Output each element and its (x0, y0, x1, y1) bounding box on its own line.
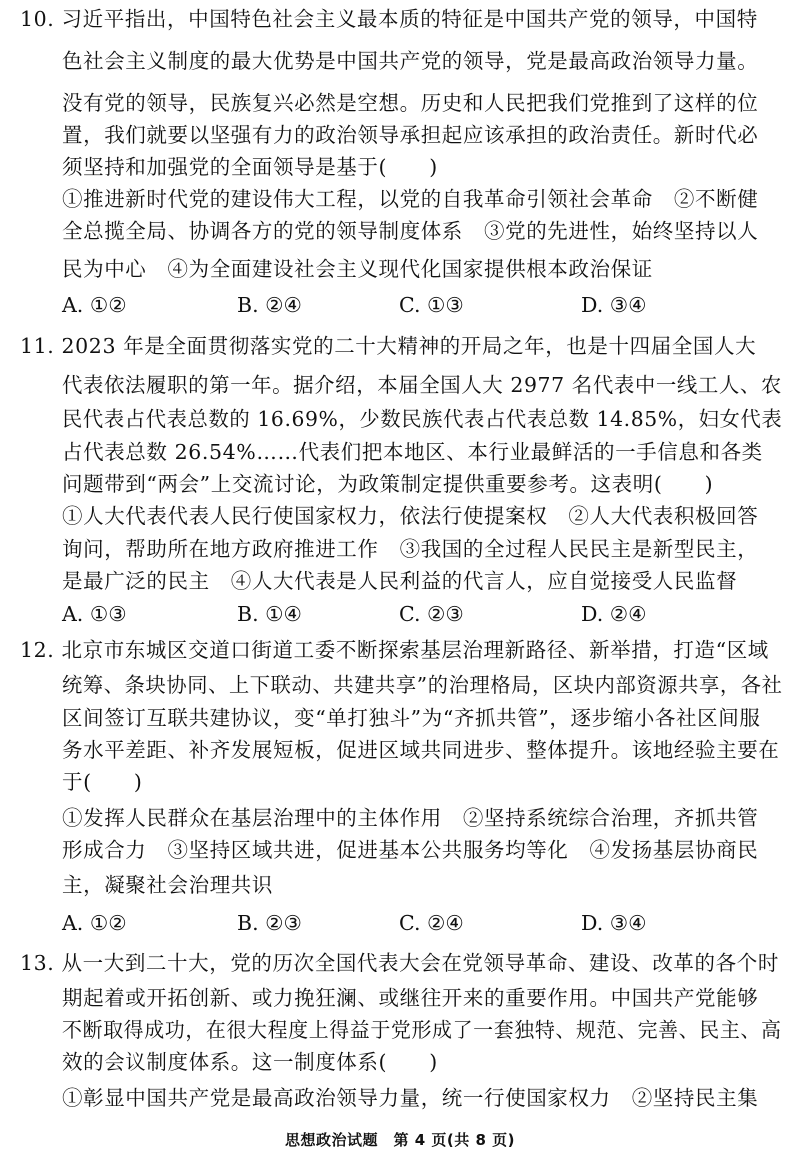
option-d: D. ③④ (581, 293, 647, 317)
question-10-line-4: 置，我们就要以坚强有力的政治领导承担起应该承担的政治责任。新时代必 (62, 123, 759, 147)
question-10-line-8: 民为中心 ④为全面建设社会主义现代化国家提供根本政治保证 (62, 257, 653, 281)
option-a: A. ①② (62, 911, 127, 935)
question-11-line-3: 民代表占代表总数的 16.69%，少数民族代表占代表总数 14.85%，妇女代表 (62, 407, 783, 431)
question-12-line-6: ①发挥人民群众在基层治理中的主体作用 ②坚持系统综合治理，齐抓共管 (62, 806, 759, 830)
question-12-options (62, 910, 782, 936)
question-10-options (62, 292, 782, 318)
question-11-line-1: 11. 2023 年是全面贯彻落实党的二十大精神的开局之年，也是十四届全国人大 (20, 334, 757, 358)
option-b: B. ①④ (237, 602, 302, 626)
question-10-line-1: 10. 习近平指出，中国特色社会主义最本质的特征是中国共产党的领导，中国特 (20, 7, 758, 31)
question-13-line-1: 13. 从一大到二十大，党的历次全国代表大会在党领导革命、建设、改革的各个时 (20, 951, 779, 975)
question-11-line-4: 占代表总数 26.54%……代表们把本地区、本行业最鲜活的一手信息和各类 (62, 440, 763, 464)
question-11-line-6: ①人大代表代表人民行使国家权力，依法行使提案权 ②人大代表积极回答 (62, 504, 759, 528)
question-11-line-7: 询问，帮助所在地方政府推进工作 ③我国的全过程人民民主是新型民主， (62, 537, 759, 561)
question-12-line-7: 形成合力 ③坚持区域共进，促进基本公共服务均等化 ④发扬基层协商民 (62, 838, 759, 862)
question-10-line-5: 须坚持和加强党的全面领导是基于( ) (62, 155, 438, 179)
question-11-line-2: 代表依法履职的第一年。据介绍，本届全国人大 2977 名代表中一线工人、农 (62, 373, 782, 397)
question-12-line-8: 主，凝聚社会治理共识 (62, 873, 273, 897)
option-d: D. ②④ (581, 602, 647, 626)
question-11-line-8: 是最广泛的民主 ④人大代表是人民利益的代言人，应自觉接受人民监督 (62, 569, 738, 593)
question-12-line-2: 统筹、条块协同、上下联动、共建共享”的治理格局，区块内部资源共享，各社 (62, 673, 783, 697)
question-12-line-3: 区间签订互联共建协议，变“单打独斗”为“齐抓共管”，逐步缩小各社区间服 (62, 706, 761, 730)
question-13-line-2: 期起着或开拓创新、或力挽狂澜、或继往开来的重要作用。中国共产党能够 (62, 986, 759, 1010)
question-13-line-5: ①彰显中国共产党是最高政治领导力量，统一行使国家权力 ②坚持民主集 (62, 1086, 759, 1110)
question-11-options (62, 601, 782, 627)
option-c: C. ②④ (399, 911, 464, 935)
question-11-line-5: 问题带到“两会”上交流讨论，为政策制定提供重要参考。这表明( ) (62, 472, 714, 496)
question-12-line-5: 于( ) (62, 770, 143, 794)
option-a: A. ①② (62, 293, 127, 317)
option-b: B. ②④ (237, 293, 302, 317)
question-13-line-4: 效的会议制度体系。这一制度体系( ) (62, 1050, 438, 1074)
page-footer: 思想政治试题 第 4 页(共 8 页) (285, 1131, 515, 1149)
question-12-line-1: 12. 北京市东城区交道口街道工委不断探索基层治理新路径、新举措，打造“区域 (20, 638, 769, 662)
question-12-line-4: 务水平差距、补齐发展短板，促进区域共同进步、整体提升。该地经验主要在 (62, 738, 780, 762)
option-d: D. ③④ (581, 911, 647, 935)
option-a: A. ①③ (62, 602, 127, 626)
option-c: C. ②③ (399, 602, 464, 626)
question-10-line-6: ①推进新时代党的建设伟大工程，以党的自我革命引领社会革命 ②不断健 (62, 187, 759, 211)
option-c: C. ①③ (399, 293, 464, 317)
question-10-line-2: 色社会主义制度的最大优势是中国共产党的领导，党是最高政治领导力量。 (62, 49, 759, 73)
question-13-line-3: 不断取得成功，在很大程度上得益于党形成了一套独特、规范、完善、民主、高 (62, 1018, 782, 1042)
question-10-line-3: 没有党的领导，民族复兴必然是空想。历史和人民把我们党推到了这样的位 (62, 91, 759, 115)
option-b: B. ②③ (237, 911, 302, 935)
question-10-line-7: 全总揽全局、协调各方的党的领导制度体系 ③党的先进性，始终坚持以人 (62, 219, 759, 243)
